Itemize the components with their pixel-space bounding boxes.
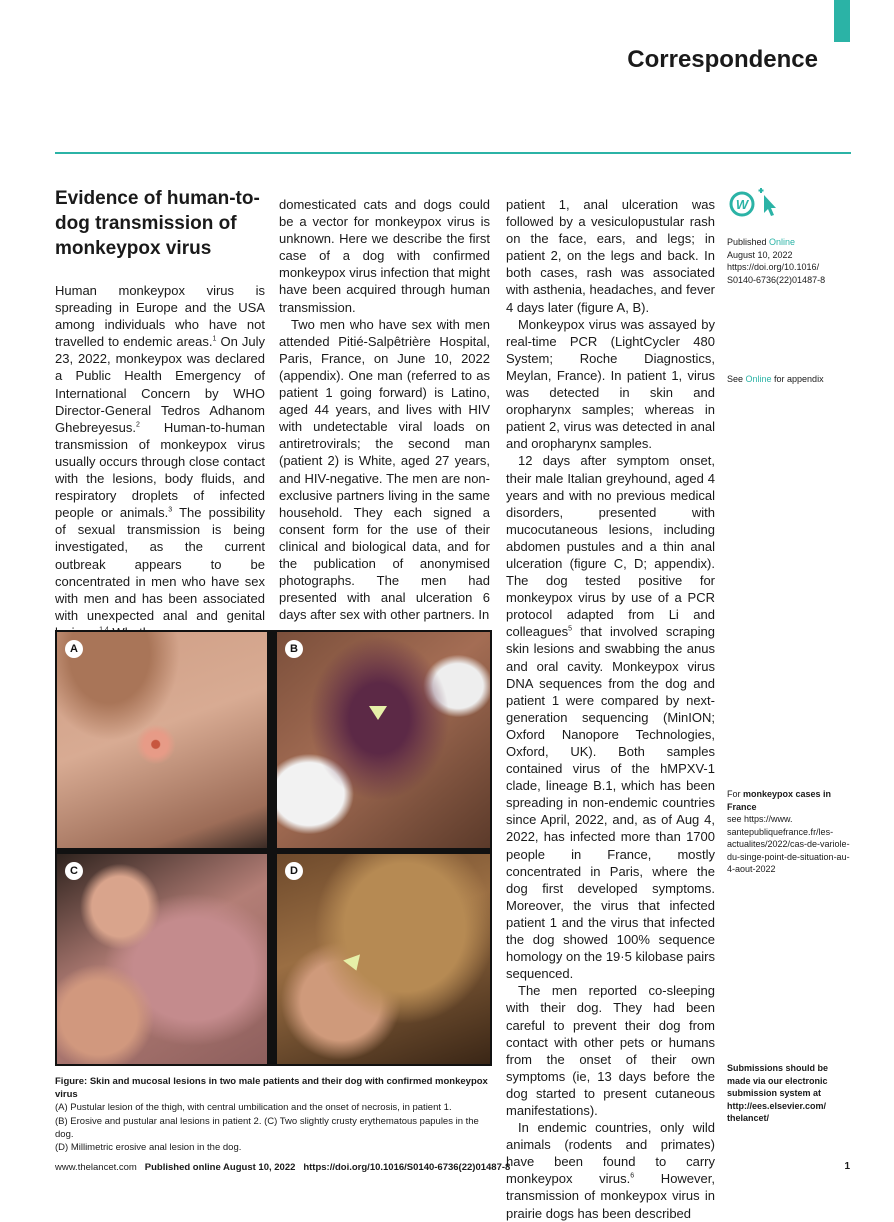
figure-caption: Figure: Skin and mucosal lesions in two male patients and their dog with confirmed monkeypox virus (A) Pustular lesion of the thigh, with central umbilication and the onset of necrosis, in patient 1. (B) Erosive and pustular anal lesions in patient 2. (C) Two slightly crusty erythematous papules in the dog. (D) Millimetric erosive anal lesion in the dog. bbox=[55, 1076, 488, 1154]
cases-link[interactable]: see https://www. santepubliquefrance.fr/les- actualites/2022/cas-de-variole- du-singe-point-de-situation-au- 4-aout-2022 bbox=[727, 814, 850, 874]
appendix-link[interactable]: Online bbox=[745, 374, 772, 384]
reference[interactable]: 5 bbox=[568, 626, 573, 634]
online-first-icon[interactable] bbox=[728, 185, 780, 219]
section-title: Correspondence bbox=[627, 46, 818, 73]
column-2 bbox=[279, 196, 490, 623]
reference[interactable]: 2 bbox=[135, 421, 140, 429]
submission-link[interactable]: thelancet/ bbox=[727, 1113, 770, 1123]
paragraph: Monkeypox virus was assayed by real-time PCR (LightCycler 480 System; Roche Diagnostics, Meylan, France). In patient 1, virus was detected in skin and oropharynx samples; whereas in patient 2, virus was detected in anal and oropharynx samples. bbox=[506, 316, 715, 452]
svg-text:W: W bbox=[735, 197, 749, 212]
section-tab-marker bbox=[834, 0, 850, 42]
arrowhead-icon bbox=[369, 706, 387, 720]
panel-label: C bbox=[65, 862, 83, 880]
page-footer: www.thelancet.com Published online August 10, 2022 https://doi.org/10.1016/S0140-6736(22)01487-8 bbox=[55, 1162, 511, 1173]
panel-label: D bbox=[285, 862, 303, 880]
cases-note: For monkeypox cases in France see https://www. santepubliquefrance.fr/les- actualites/2022/cas-de-variole- du-singe-point-de-situation-au- 4-aout-2022 bbox=[727, 788, 852, 876]
panel-label: B bbox=[285, 640, 303, 658]
appendix-note: See Online for appendix bbox=[727, 374, 824, 384]
online-link[interactable]: Online bbox=[769, 237, 796, 247]
doi-link[interactable]: S0140-6736(22)01487-8 bbox=[727, 274, 826, 285]
reference[interactable]: 6 bbox=[630, 1173, 635, 1181]
header-rule bbox=[55, 152, 851, 154]
page-number: 1 bbox=[844, 1161, 850, 1172]
paragraph: patient 1, anal ulceration was followed by a vesiculopustular rash on the face, ears, and legs; in patient 2, on the legs and back. In both cases, rash was associated with asthenia, headaches, and fever 4 days later (figure A, B). bbox=[506, 197, 715, 315]
reference[interactable]: 1 bbox=[212, 335, 217, 343]
panel-c-photo bbox=[57, 854, 267, 1064]
article-title: Evidence of human-to-dog transmission of monkeypox virus bbox=[55, 188, 260, 259]
panel-a-photo bbox=[57, 632, 267, 848]
panel-d-photo bbox=[277, 854, 490, 1064]
paragraph: 12 days after symptom onset, their male Italian greyhound, aged 4 years and with no previous medical disorders, presented with mucocutaneous lesions, including abdomen pustules and a thin anal ulceration (figure C, D; appendix). The dog tested positive for monkeypox virus by use of a PCR protocol adapted from Li and colleagues$^5$ that involved scraping skin lesions and swabbing the anus and oral cavity. Monkeypox virus DNA sequences from the dog and patient 1 were compared by next-generation sequencing (MinION; Oxford Nanopore Technologies, Oxford, UK). Both samples contained virus of the hMPXV-1 clade, lineage B.1, which has been spreading in non-endemic countries since April, 2022, and, as of Aug 4, 2022, has infected more than 1700 people in France, mostly concentrated in Paris, where the dog first developed symptoms. Moreover, the virus that infected patient 1 and the virus that infected the dog showed 100% sequence homology on the 19·5 kilobase pairs sequenced. bbox=[506, 453, 715, 982]
column-1 bbox=[55, 282, 265, 641]
arrowhead-icon bbox=[343, 954, 365, 973]
paragraph: In endemic countries, only wild animals (rodents and primates) have been found to carry monkeypox virus.$^6$ However, transmission of monkeypox virus in prairie dogs has been described bbox=[506, 1120, 715, 1221]
panel-b-photo bbox=[277, 632, 490, 848]
publication-info: Published Online August 10, 2022 https://doi.org/10.1016/ S0140-6736(22)01487-8 bbox=[727, 236, 852, 286]
paragraph: Human monkeypox virus is spreading in Europe and the USA among individuals who have not travelled to endemic areas.$^1$ On July 23, 2022, monkeypox was declared a Public Health Emergency of International Concern by WHO Director-General Tedros Adhanom Ghebreyesus.$^2$ Human-to-human transmission of monkeypox virus usually occurs through close contact with the lesions, body fluids, and respiratory droplets of infected people or animals.$^3$ The possibility of sexual transmission is being investigated, as the current outbreak appears to be concentrated in men who have sex with men and has been associated with unexpected anal and genital bbox=[55, 282, 265, 641]
journal-site-link[interactable]: www.thelancet.com bbox=[55, 1162, 137, 1173]
figure-panels bbox=[55, 630, 492, 1066]
column-3 bbox=[506, 196, 715, 1222]
paragraph: Two men who have sex with men attended Pitié-Salpêtrière Hospital, Paris, France, on June 10, 2022 (appendix). One man (referred to as patient 1 going forward) is Latino, aged 44 years, and lives with HIV with undetectable viral loads on antiretrovirals; the second man (patient 2) is White, aged 27 years, and HIV-negative. The men are non-exclusive partners living in the same household. They each signed a consent form for the use of their clinical and biological data, and for the publication of anonymised photographs. The men had presented with anal ulceration 6 days after sex with other partners. In bbox=[279, 316, 490, 623]
footer-doi-link[interactable]: https://doi.org/10.1016/S0140-6736(22)01487-8 bbox=[303, 1162, 511, 1173]
doi-link[interactable]: https://doi.org/10.1016/ bbox=[727, 262, 820, 272]
reference[interactable]: 3 bbox=[168, 506, 173, 514]
paragraph: The men reported co-sleeping with their dog. They had been careful to prevent their dog from contact with other pets or humans from the onset of their own symptoms (ie, 13 days before the dog started to present cutaneous manifestations). bbox=[506, 983, 715, 1118]
panel-label: A bbox=[65, 640, 83, 658]
submissions-note: Submissions should be made via our electronic submission system at http://ees.elsevier.com/ thelancet/ bbox=[727, 1062, 852, 1125]
submission-link[interactable]: http://ees.elsevier.com/ bbox=[727, 1100, 827, 1111]
paragraph: domesticated cats and dogs could be a vector for monkeypox virus is unknown. Here we describe the first case of a dog with confirmed monkeypox virus infection that might have been acquired through human transmission. bbox=[279, 197, 490, 315]
